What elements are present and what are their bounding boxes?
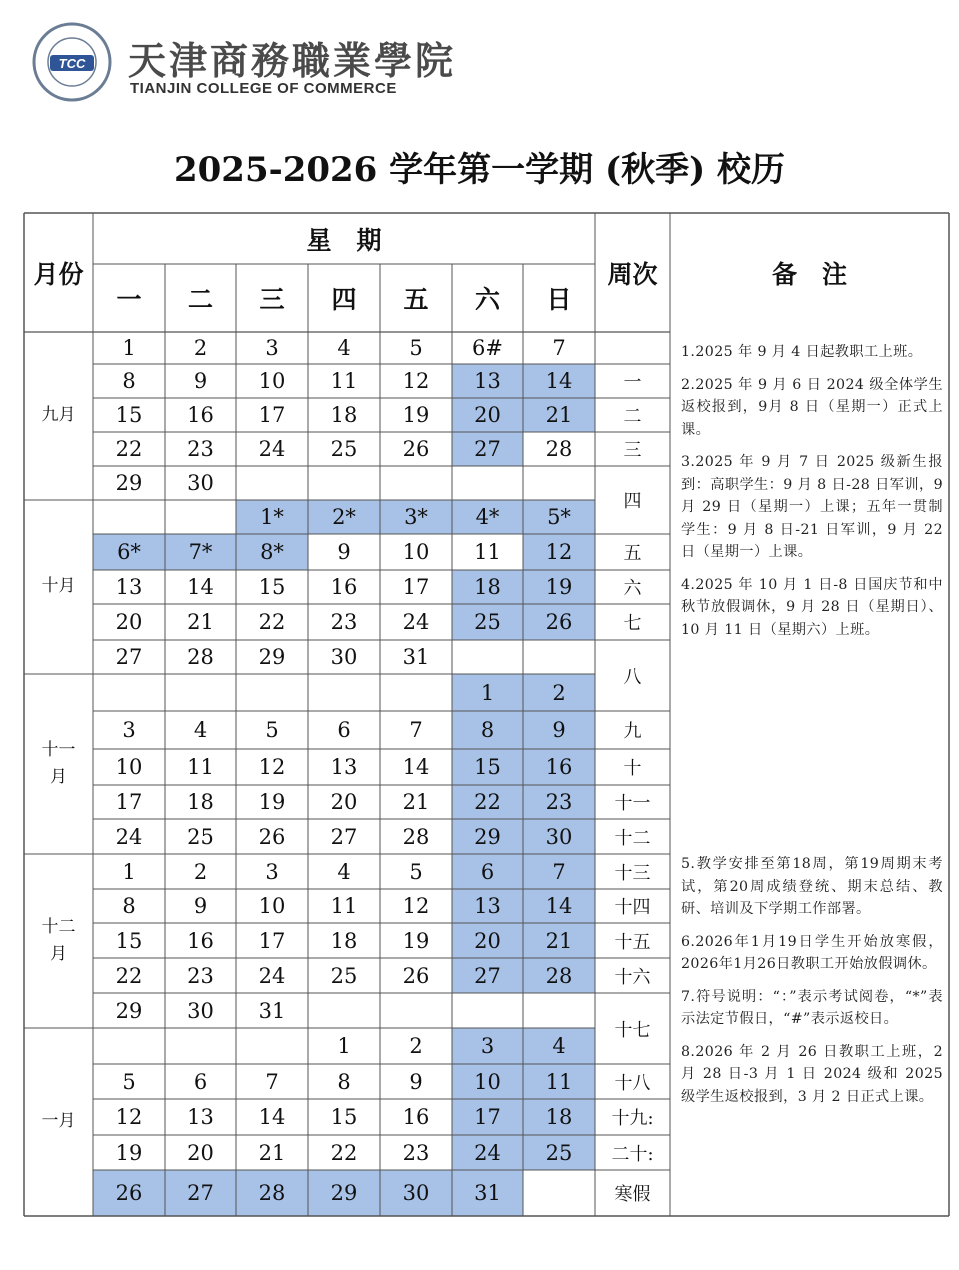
date-cell: 24 bbox=[402, 610, 430, 634]
empty-date-cell bbox=[93, 1028, 165, 1064]
date-cell: 4 bbox=[337, 859, 351, 884]
date-cell: 19 bbox=[402, 403, 430, 427]
college-logo bbox=[32, 22, 112, 102]
date-cell: 14 bbox=[402, 755, 430, 779]
remark-6: 6.2026年1月19日学生开始放寒假，2026年1月26日教职工开始放假调休。 bbox=[681, 933, 943, 972]
date-cell: 20 bbox=[452, 923, 523, 958]
week-number-empty bbox=[595, 332, 670, 364]
remarks-bottom bbox=[681, 853, 943, 1118]
week-number: 十三 bbox=[614, 862, 651, 884]
date-cell: 20 bbox=[452, 398, 523, 432]
empty-date-cell bbox=[523, 640, 595, 674]
remarks-column-header: 备 注 bbox=[771, 259, 847, 289]
date-cell: 26 bbox=[93, 1170, 165, 1216]
date-cell: 2 bbox=[193, 336, 208, 360]
date-cell: 22 bbox=[115, 437, 143, 461]
weekday-header-4: 四 bbox=[331, 285, 357, 314]
remark-8: 8.2026 年 2 月 26 日教职工上班，2 月 28 日-3 月 1 日 2024 级和 2025 级学生返校报到，3 月 2 日正式上课。 bbox=[681, 1043, 943, 1105]
week-number: 三 bbox=[623, 440, 642, 461]
date-cell: 8 bbox=[122, 894, 136, 918]
date-cell: 30 bbox=[187, 471, 214, 495]
date-cell: 8* bbox=[236, 534, 308, 570]
month-label bbox=[24, 332, 93, 500]
date-cell: 29 bbox=[452, 819, 523, 854]
date-cell: 26 bbox=[258, 824, 286, 849]
date-cell: 4 bbox=[337, 336, 351, 360]
date-cell: 20 bbox=[330, 790, 358, 814]
date-cell: 27 bbox=[330, 824, 358, 849]
empty-date-cell bbox=[308, 993, 380, 1028]
date-cell: 15 bbox=[115, 403, 143, 427]
date-cell: 1* bbox=[236, 500, 308, 534]
date-cell: 24 bbox=[258, 963, 286, 988]
date-cell: 11 bbox=[330, 894, 358, 918]
date-cell: 3 bbox=[452, 1028, 523, 1064]
week-number: 七 bbox=[623, 613, 642, 634]
week-number: 四 bbox=[623, 491, 642, 512]
date-cell: 12 bbox=[258, 755, 286, 779]
weekday-header-2: 二 bbox=[187, 285, 213, 314]
remarks-top bbox=[681, 341, 943, 651]
date-cell: 12 bbox=[402, 369, 430, 393]
date-cell: 28 bbox=[236, 1170, 308, 1216]
empty-date-cell bbox=[308, 466, 380, 500]
week-number: 寒假 bbox=[614, 1184, 651, 1205]
date-cell: 25 bbox=[330, 437, 358, 461]
week-number: 二十: bbox=[611, 1143, 654, 1165]
date-cell: 2 bbox=[523, 674, 595, 711]
date-cell: 31 bbox=[452, 1170, 523, 1216]
empty-date-cell bbox=[452, 466, 523, 500]
empty-date-cell bbox=[165, 674, 236, 711]
date-cell: 13 bbox=[330, 755, 358, 779]
week-number: 八 bbox=[623, 666, 642, 688]
date-cell: 7 bbox=[523, 854, 595, 889]
empty-date-cell bbox=[523, 993, 595, 1028]
date-cell: 13 bbox=[452, 889, 523, 923]
date-cell: 11 bbox=[330, 369, 358, 393]
date-cell: 23 bbox=[187, 963, 214, 988]
date-cell: 10 bbox=[258, 369, 286, 393]
date-cell: 16 bbox=[523, 749, 595, 785]
date-cell: 5 bbox=[122, 1069, 136, 1094]
date-cell: 25 bbox=[523, 1135, 595, 1170]
week-number: 二 bbox=[623, 406, 642, 427]
date-cell: 7 bbox=[409, 718, 423, 742]
logo-text: TCC bbox=[58, 56, 86, 71]
date-cell: 29 bbox=[308, 1170, 380, 1216]
date-cell: 7* bbox=[165, 534, 236, 570]
date-cell: 15 bbox=[258, 575, 286, 599]
date-cell: 9 bbox=[337, 540, 351, 564]
date-cell: 28 bbox=[187, 645, 214, 669]
school-name-english: TIANJIN COLLEGE OF COMMERCE bbox=[130, 80, 397, 97]
date-cell: 6 bbox=[452, 854, 523, 889]
date-cell: 12 bbox=[115, 1105, 143, 1129]
week-number: 十一 bbox=[614, 793, 651, 814]
date-cell: 27 bbox=[452, 432, 523, 466]
date-cell: 16 bbox=[402, 1105, 430, 1129]
date-cell: 2 bbox=[193, 859, 208, 884]
week-number: 五 bbox=[623, 543, 642, 564]
week-number: 十九: bbox=[611, 1108, 654, 1129]
week-number: 十二 bbox=[614, 827, 651, 849]
date-cell: 17 bbox=[402, 575, 430, 599]
date-cell: 7 bbox=[552, 336, 566, 360]
date-cell: 5 bbox=[409, 859, 423, 884]
date-cell: 21 bbox=[258, 1140, 286, 1165]
date-cell: 19 bbox=[402, 928, 430, 953]
empty-date-cell bbox=[380, 993, 452, 1028]
date-cell: 16 bbox=[187, 928, 214, 953]
date-cell: 29 bbox=[115, 471, 143, 495]
week-number: 一 bbox=[623, 372, 642, 393]
page-title: 2025-2026 学年第一学期 (秋季) 校历 bbox=[173, 150, 786, 190]
weekday-header-5: 五 bbox=[403, 285, 429, 314]
weekday-header-1: 一 bbox=[116, 285, 142, 314]
date-cell: 8 bbox=[337, 1069, 351, 1094]
date-cell: 19 bbox=[115, 1140, 143, 1165]
date-cell: 13 bbox=[187, 1105, 214, 1129]
date-cell: 31 bbox=[402, 645, 430, 669]
date-cell: 25 bbox=[187, 824, 214, 849]
remark-2: 2.2025 年 9 月 6 日 2024 级全体学生返校报到，9月 8 日（星期一）正式上课。 bbox=[681, 376, 943, 438]
week-number: 十七 bbox=[614, 1019, 651, 1041]
month-label-text: 九月 bbox=[41, 405, 76, 426]
date-cell: 29 bbox=[115, 998, 143, 1023]
date-cell: 7 bbox=[265, 1069, 279, 1094]
date-cell: 17 bbox=[452, 1099, 523, 1135]
date-cell: 21 bbox=[523, 923, 595, 958]
date-cell: 2* bbox=[308, 500, 380, 534]
date-cell: 11 bbox=[187, 755, 214, 779]
date-cell: 18 bbox=[523, 1099, 595, 1135]
month-column-header: 月份 bbox=[33, 259, 84, 289]
week-number: 十六 bbox=[614, 966, 651, 988]
date-cell: 19 bbox=[258, 790, 286, 814]
date-cell: 1 bbox=[452, 674, 523, 711]
weekday-header-7: 日 bbox=[546, 285, 572, 314]
empty-date-cell bbox=[165, 500, 236, 534]
empty-date-cell bbox=[308, 674, 380, 711]
week-number: 十八 bbox=[614, 1072, 651, 1094]
date-cell: 18 bbox=[330, 403, 358, 427]
date-cell: 15 bbox=[330, 1105, 358, 1129]
date-cell: 6# bbox=[472, 336, 503, 360]
month-label bbox=[24, 500, 93, 674]
date-cell: 26 bbox=[402, 437, 430, 461]
date-cell: 23 bbox=[187, 437, 214, 461]
date-cell: 18 bbox=[452, 570, 523, 604]
date-cell: 21 bbox=[523, 398, 595, 432]
date-cell: 2 bbox=[409, 1034, 423, 1058]
date-cell: 22 bbox=[330, 1140, 358, 1165]
month-label-text: 十一月 bbox=[41, 739, 76, 787]
remark-5: 5.教学安排至第18周，第19周期末考试，第20周成绩登统、期末总结、教研、培训及下学期工作部署。 bbox=[681, 856, 943, 917]
date-cell: 17 bbox=[258, 403, 286, 427]
empty-date-cell bbox=[236, 674, 308, 711]
date-cell: 15 bbox=[452, 749, 523, 785]
date-cell: 20 bbox=[115, 610, 143, 634]
date-cell: 3 bbox=[265, 859, 279, 884]
week-number-column-header: 周次 bbox=[607, 259, 658, 289]
date-cell: 24 bbox=[258, 437, 286, 461]
month-label bbox=[24, 674, 93, 854]
weekday-header-3: 三 bbox=[259, 285, 285, 314]
date-cell: 18 bbox=[187, 790, 214, 814]
date-cell: 25 bbox=[452, 604, 523, 640]
week-number: 十四 bbox=[614, 897, 651, 918]
empty-date-cell bbox=[523, 1170, 595, 1216]
month-label-text: 十月 bbox=[41, 576, 76, 597]
date-cell: 10 bbox=[115, 755, 143, 779]
date-cell: 4 bbox=[523, 1028, 595, 1064]
empty-date-cell bbox=[380, 466, 452, 500]
date-cell: 9 bbox=[409, 1069, 423, 1094]
date-cell: 1 bbox=[122, 336, 136, 360]
remark-1: 1.2025 年 9 月 4 日起教职工上班。 bbox=[681, 344, 923, 360]
date-cell: 9 bbox=[193, 894, 208, 918]
month-label-text: 十二月 bbox=[41, 916, 76, 964]
date-cell: 14 bbox=[187, 575, 214, 599]
date-cell: 18 bbox=[330, 928, 358, 953]
date-cell: 6 bbox=[337, 718, 351, 742]
date-cell: 16 bbox=[187, 403, 214, 427]
date-cell: 15 bbox=[115, 928, 143, 953]
date-cell: 31 bbox=[258, 998, 286, 1023]
date-cell: 27 bbox=[115, 645, 143, 669]
date-cell: 28 bbox=[402, 824, 430, 849]
date-cell: 30 bbox=[187, 998, 214, 1023]
date-cell: 26 bbox=[402, 963, 430, 988]
date-cell: 5 bbox=[409, 336, 423, 360]
date-cell: 27 bbox=[165, 1170, 236, 1216]
date-cell: 30 bbox=[330, 645, 358, 669]
empty-date-cell bbox=[380, 674, 452, 711]
date-cell: 28 bbox=[523, 958, 595, 993]
month-label bbox=[24, 1028, 93, 1216]
date-cell: 3 bbox=[122, 718, 136, 742]
empty-date-cell bbox=[452, 640, 523, 674]
date-cell: 3* bbox=[380, 500, 452, 534]
empty-date-cell bbox=[236, 466, 308, 500]
weekday-header-6: 六 bbox=[474, 285, 500, 314]
remark-4: 4.2025 年 10 月 1 日-8 日国庆节和中秋节放假调休，9 月 28 日（星期日）、10 月 11 日（星期六）上班。 bbox=[681, 576, 943, 638]
date-cell: 1 bbox=[337, 1034, 351, 1058]
date-cell: 21 bbox=[402, 790, 430, 814]
date-cell: 24 bbox=[115, 824, 143, 849]
month-label bbox=[24, 854, 93, 1028]
date-cell: 4* bbox=[452, 500, 523, 534]
date-cell: 28 bbox=[545, 437, 573, 461]
week-number: 十五 bbox=[614, 931, 651, 953]
date-cell: 8 bbox=[452, 711, 523, 749]
empty-date-cell bbox=[452, 993, 523, 1028]
date-cell: 27 bbox=[452, 958, 523, 993]
date-cell: 6 bbox=[193, 1069, 208, 1094]
week-number: 六 bbox=[623, 578, 642, 599]
date-cell: 30 bbox=[380, 1170, 452, 1216]
date-cell: 1 bbox=[122, 859, 136, 884]
date-cell: 17 bbox=[115, 790, 143, 814]
date-cell: 11 bbox=[474, 540, 501, 564]
empty-date-cell bbox=[93, 674, 165, 711]
date-cell: 24 bbox=[452, 1135, 523, 1170]
date-cell: 11 bbox=[523, 1064, 595, 1099]
weekday-group-header: 星 期 bbox=[306, 225, 382, 255]
date-cell: 8 bbox=[122, 369, 136, 393]
date-cell: 9 bbox=[193, 369, 208, 393]
date-cell: 9 bbox=[523, 711, 595, 749]
month-label-text: 一月 bbox=[41, 1111, 76, 1132]
date-cell: 23 bbox=[330, 610, 358, 634]
empty-date-cell bbox=[236, 1028, 308, 1064]
date-cell: 22 bbox=[258, 610, 286, 634]
date-cell: 23 bbox=[523, 785, 595, 819]
date-cell: 14 bbox=[258, 1105, 286, 1129]
date-cell: 23 bbox=[402, 1140, 430, 1165]
date-cell: 13 bbox=[452, 364, 523, 398]
date-cell: 12 bbox=[523, 534, 595, 570]
date-cell: 20 bbox=[187, 1140, 214, 1165]
date-cell: 5 bbox=[265, 718, 279, 742]
date-cell: 25 bbox=[330, 963, 358, 988]
school-name-chinese: 天津商務職業學院 bbox=[128, 38, 457, 83]
date-cell: 19 bbox=[523, 570, 595, 604]
date-cell: 13 bbox=[115, 575, 143, 599]
date-cell: 4 bbox=[193, 718, 208, 742]
date-cell: 26 bbox=[523, 604, 595, 640]
empty-date-cell bbox=[165, 1028, 236, 1064]
empty-date-cell bbox=[93, 500, 165, 534]
remark-3: 3.2025 年 9 月 7 日 2025 级新生报到：高职学生：9 月 8 日-28 日军训，9 月 29 日（星期一）上课；五年一贯制学生：9 月 8 日-21 日军训，9 月 22 日（星期一）上课。 bbox=[681, 454, 943, 560]
date-cell: 10 bbox=[452, 1064, 523, 1099]
date-cell: 22 bbox=[452, 785, 523, 819]
date-cell: 16 bbox=[330, 575, 358, 599]
date-cell: 30 bbox=[523, 819, 595, 854]
week-number: 九 bbox=[623, 721, 642, 742]
empty-date-cell bbox=[523, 466, 595, 500]
date-cell: 29 bbox=[258, 645, 286, 669]
date-cell: 10 bbox=[402, 540, 430, 564]
date-cell: 14 bbox=[523, 364, 595, 398]
date-cell: 12 bbox=[402, 894, 430, 918]
remark-7: 7.符号说明：“：”表示考试阅卷，“*”表示法定节假日，“#”表示返校日。 bbox=[681, 988, 943, 1027]
date-cell: 17 bbox=[258, 928, 286, 953]
date-cell: 22 bbox=[115, 963, 143, 988]
date-cell: 10 bbox=[258, 894, 286, 918]
week-number: 十 bbox=[623, 758, 642, 779]
date-cell: 3 bbox=[265, 336, 279, 360]
date-cell: 14 bbox=[523, 889, 595, 923]
date-cell: 5* bbox=[523, 500, 595, 534]
date-cell: 21 bbox=[187, 610, 214, 634]
date-cell: 6* bbox=[93, 534, 165, 570]
